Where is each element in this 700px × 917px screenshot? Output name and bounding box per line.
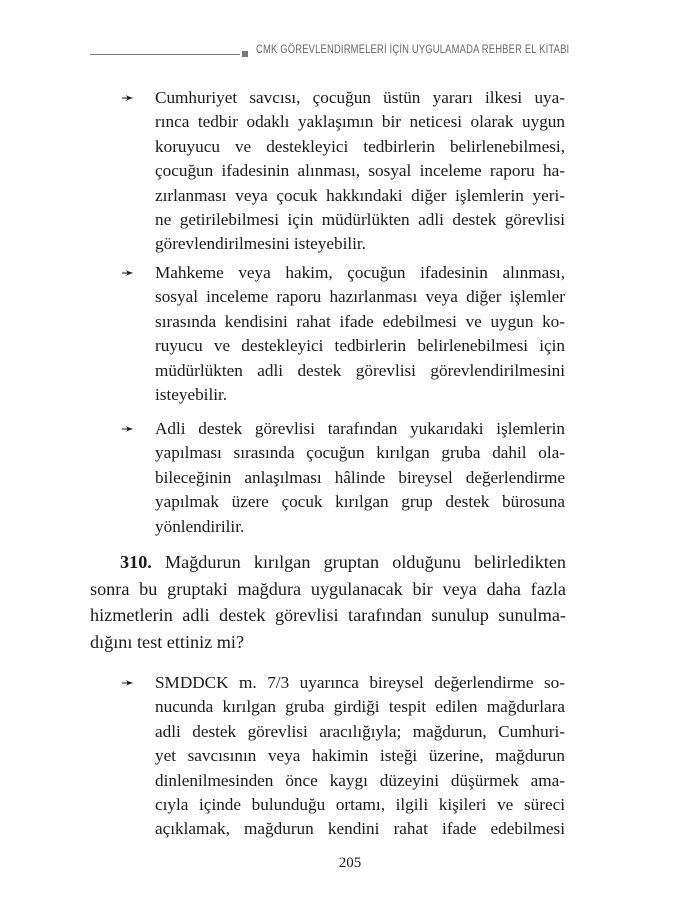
text-line: ruyucu ve destekleyici tedbirlerin belirlenebilmesi için — [155, 336, 565, 356]
bullet-item — [121, 671, 565, 842]
bullet-item — [121, 417, 565, 539]
bullet-item — [121, 261, 565, 407]
text-line: dığını test ettiniz mi? — [90, 631, 245, 652]
text-line: yapılmak üzere çocuk kırılgan grup destek bürosuna — [155, 492, 565, 512]
text-line: nucunda kırılgan gruba girdiği tespit edilen mağdurlara — [155, 697, 565, 717]
text-line: sosyal inceleme raporu hazırlanması veya diğer işlemler — [155, 287, 565, 307]
page-number: 205 — [338, 855, 362, 871]
question-number: 310. — [120, 552, 165, 572]
text-line-content: Mağdurun kırılgan gruptan olduğunu belirledikten — [164, 552, 567, 572]
text-line: SMDDCK m. 7/3 uyarınca bireysel değerlendirme so- — [155, 673, 565, 692]
text-line: görevlendirilmesini isteyebilir. — [155, 234, 366, 254]
text-line: zırlanması veya çocuk hakkındaki diğer işlemlerin yeri- — [155, 185, 565, 205]
text-line: isteyebilir. — [155, 384, 228, 404]
arrow-bullet-icon: ➛ — [121, 673, 135, 692]
text-line: Adli destek görevlisi tarafından yukarıdaki işlemlerin — [155, 419, 565, 438]
text-line: sırasında kendisini rahat ifade edebilmesi ve uygun ko- — [155, 311, 565, 331]
header-rule — [90, 54, 240, 55]
text-line: bileceğinin anlaşılması hâlinde bireysel değerlendirme — [155, 467, 565, 487]
text-line: yönlendirilir. — [155, 516, 245, 536]
text-line: ne getirilebilmesi için müdürlükten adli destek görevlisi — [155, 209, 565, 229]
text-line: sonra bu gruptaki mağdura uygulanacak bir veya daha fazla — [90, 578, 566, 599]
text-line: müdürlükten adli destek görevlisi görevlendirilmesini — [155, 360, 565, 380]
text-line: Cumhuriyet savcısı, çocuğun üstün yararı ilkesi uya- — [155, 88, 565, 107]
text-line: rınca tedbir odaklı yaklaşımın bir neticesi olarak uygun — [155, 112, 565, 132]
text-line: dinlenilmesinden önce kaygı düzeyini düşürmek ama- — [155, 770, 565, 790]
text-line: koruyucu ve destekleyici tedbirlerin belirlenebilmesi, — [155, 136, 565, 156]
text-line: hizmetlerin adli destek görevlisi tarafından sunulup sunulma- — [90, 605, 566, 626]
text-line: açıklamak, mağdurun kendini rahat ifade edebilmesi — [155, 819, 565, 839]
arrow-bullet-icon: ➛ — [121, 419, 135, 438]
arrow-bullet-icon: ➛ — [121, 88, 135, 107]
text-line — [90, 549, 566, 576]
bullet-item — [121, 86, 565, 257]
text-line: cıyla içinde bulunduğu ortamı, ilgili kişileri ve süreci — [155, 794, 565, 814]
header-marker — [242, 51, 248, 57]
question-paragraph — [90, 549, 566, 655]
running-header: CMK GÖREVLENDİRMELERİ İÇİN UYGULAMADA REHBER EL KİTABI — [256, 44, 570, 56]
text-line: çocuğun ifadesinin alınması, sosyal inceleme raporu ha- — [155, 161, 565, 181]
text-line: adli destek görevlisi aracılığıyla; mağdurun, Cumhuri- — [155, 721, 565, 741]
text-line: yapılması sırasında çocuğun kırılgan gruba dahil ola- — [155, 443, 565, 463]
text-line: yet savcısının veya hakimin isteği üzerine, mağdurun — [155, 746, 565, 766]
arrow-bullet-icon: ➛ — [121, 263, 135, 282]
text-line: Mahkeme veya hakim, çocuğun ifadesinin alınması, — [155, 263, 565, 282]
